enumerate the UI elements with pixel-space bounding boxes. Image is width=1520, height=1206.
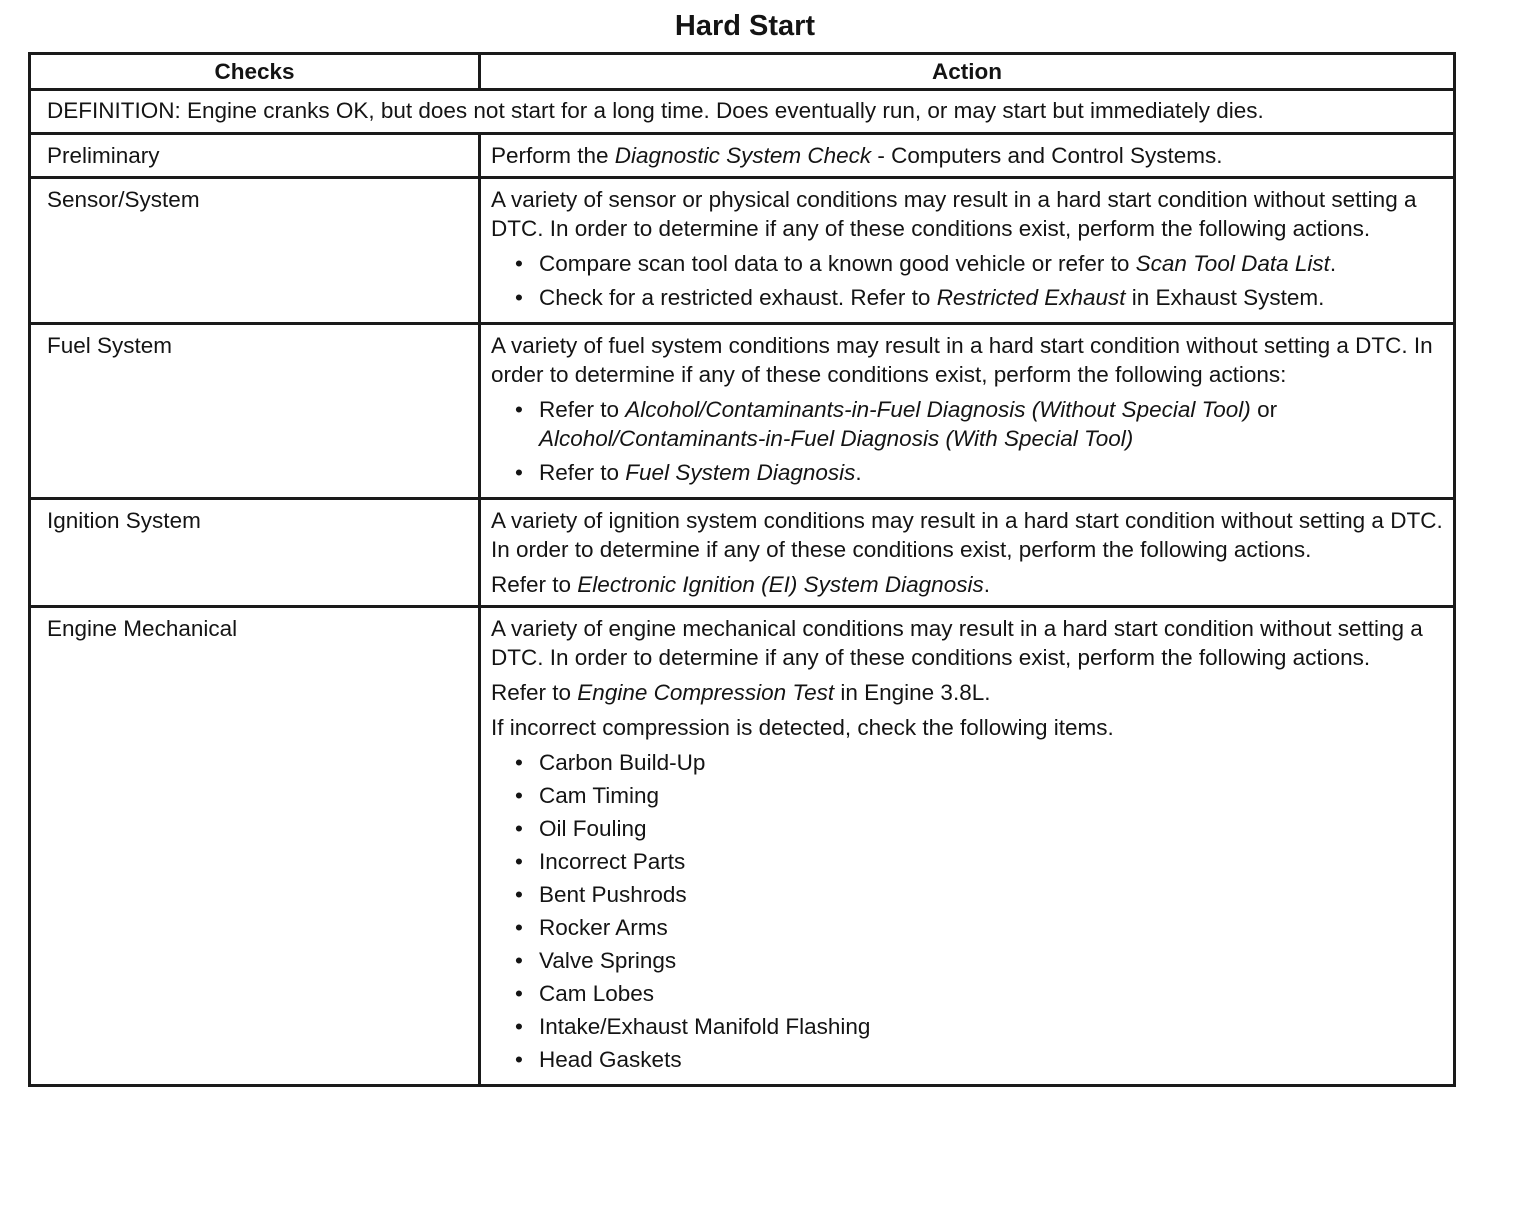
list-item [515,1012,1443,1041]
bullet-icon: • [515,882,523,907]
definition-row [30,90,1455,134]
action-paragraph: A variety of engine mechanical conditions may result in a hard start condition without setting a DTC. In order to determine if any of these conditions exist, perform the following actions. [491,616,1423,670]
bullet-icon: • [515,285,523,310]
bullet-icon: • [515,849,523,874]
text: or [1250,397,1278,422]
bullet-icon: • [515,750,523,775]
reference-link: Alcohol/Contaminants-in-Fuel Diagnosis (Without Special Tool) [625,397,1251,422]
reference-link: Diagnostic System Check [614,143,872,168]
text: Bent Pushrods [539,882,687,907]
list-item [515,946,1443,975]
text: Compare scan tool data to a known good vehicle or refer to [539,251,1136,276]
bullet-list [491,249,1443,312]
reference-link: Alcohol/Contaminants-in-Fuel Diagnosis (With Special Tool) [539,426,1134,451]
reference-link: Engine Compression Test [577,680,835,705]
text: Cam Lobes [539,981,655,1006]
check-cell: Ignition System [30,499,480,607]
bullet-list [491,748,1443,1074]
bullet-icon: • [515,981,523,1006]
checks-header: Checks [30,54,480,90]
action-header: Action [480,54,1455,90]
action-paragraph: A variety of ignition system conditions may result in a hard start condition without setting a DTC. In order to determine if any of these conditions exist, perform the following actions. [491,508,1443,562]
text: Refer to [539,397,626,422]
check-cell: Engine Mechanical [30,607,480,1086]
bullet-icon: • [515,1047,523,1072]
bullet-icon: • [515,1014,523,1039]
table-row [30,499,1455,607]
page-title: Hard Start [674,10,816,42]
action-paragraph: A variety of sensor or physical conditions may result in a hard start condition without setting a DTC. In order to determine if any of these conditions exist, perform the following actions. [491,187,1417,241]
list-item [515,913,1443,942]
action-paragraph [491,678,1443,707]
text: Incorrect Parts [539,849,686,874]
table-row [30,134,1455,178]
check-cell: Sensor/System [30,178,480,324]
reference-link: Restricted Exhaust [936,285,1126,310]
list-item [515,880,1443,909]
action-paragraph: If incorrect compression is detected, check the following items. [491,715,1114,740]
text: Head Gaskets [539,1047,682,1072]
text: Check for a restricted exhaust. Refer to [539,285,937,310]
action-paragraph [491,570,1443,599]
bullet-icon: • [515,783,523,808]
list-item [515,748,1443,777]
text: Rocker Arms [539,915,668,940]
bullet-icon: • [515,948,523,973]
action-paragraph: A variety of fuel system conditions may result in a hard start condition without setting a DTC. In order to determine if any of these conditions exist, perform the following actions: [491,333,1433,387]
reference-link: Scan Tool Data List [1135,251,1330,276]
list-item [515,847,1443,876]
bullet-icon: • [515,816,523,841]
action-cell [480,607,1455,1086]
bullet-list [491,395,1443,487]
list-item [515,979,1443,1008]
action-cell [480,324,1455,499]
list-item [515,814,1443,843]
check-cell: Fuel System [30,324,480,499]
text: Cam Timing [539,783,660,808]
text: . [1329,251,1337,276]
action-cell [480,499,1455,607]
text: in Engine 3.8L. [834,680,991,705]
table-row [30,324,1455,499]
action-cell [480,134,1455,178]
list-item [515,1045,1443,1074]
definition-text: DEFINITION: Engine cranks OK, but does not start for a long time. Does eventually run, or may start but immediately dies. [30,90,1455,134]
text: Intake/Exhaust Manifold Flashing [539,1014,871,1039]
list-item [515,249,1443,278]
table-row [30,178,1455,324]
text: in Exhaust System. [1125,285,1325,310]
bullet-icon: • [515,915,523,940]
text: . [855,460,862,485]
text: Perform the [491,143,615,168]
bullet-icon: • [515,251,523,276]
list-item [515,458,1443,487]
reference-link: Electronic Ignition (EI) System Diagnosis [577,572,984,597]
table-row [30,607,1455,1086]
list-item [515,395,1443,453]
header-row [30,54,1455,90]
bullet-icon: • [515,460,523,485]
bullet-icon: • [515,397,523,422]
text: - Computers and Control Systems. [871,143,1223,168]
text: Valve Springs [539,948,677,973]
text: Refer to [491,572,578,597]
check-cell: Preliminary [30,134,480,178]
text: Carbon Build-Up [539,750,706,775]
list-item [515,781,1443,810]
text: . [983,572,990,597]
list-item [515,283,1443,312]
hard-start-table [28,52,1456,1087]
action-cell [480,178,1455,324]
reference-link: Fuel System Diagnosis [625,460,856,485]
text: Refer to [539,460,626,485]
text: Oil Fouling [539,816,647,841]
action-paragraph [491,141,1443,170]
text: Refer to [491,680,578,705]
